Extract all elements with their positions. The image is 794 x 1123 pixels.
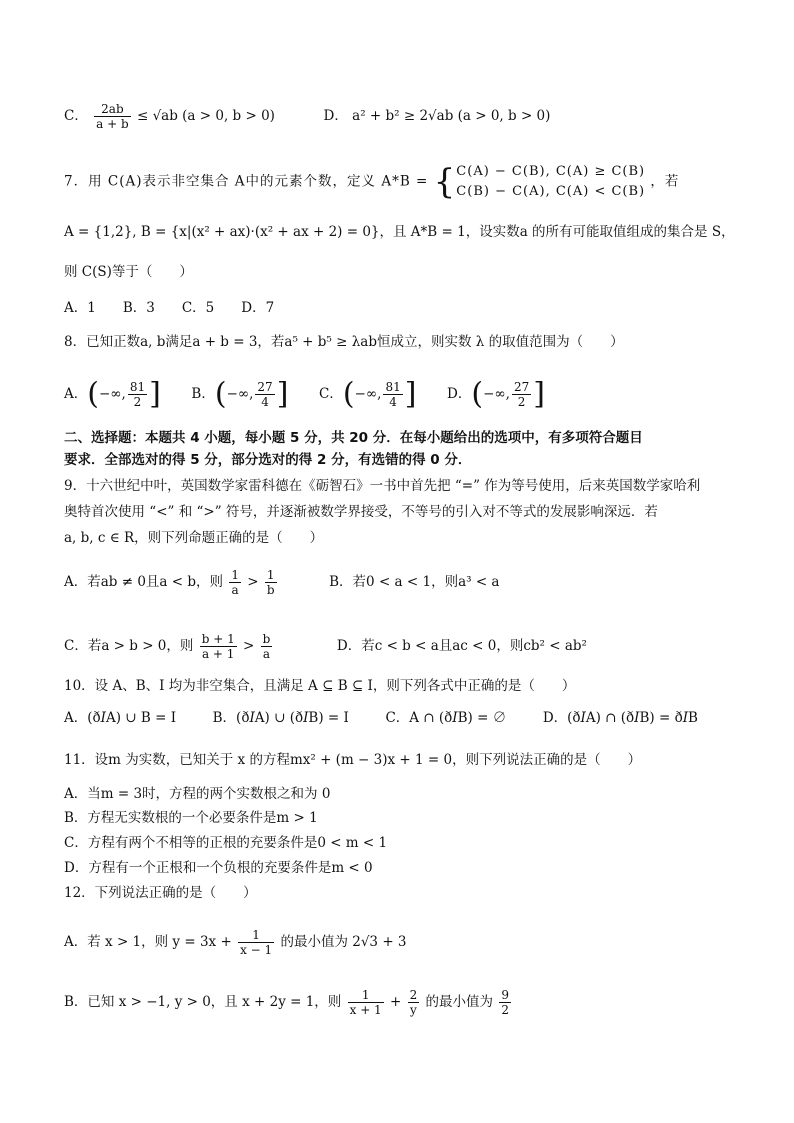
q10-optD: D．(ð𝐼A) ∩ (ð𝐼B) = ð𝐼B: [542, 710, 698, 726]
q9-line1: 9．十六世纪中叶，英国数学家雷科德在《砺智石》一书中首先把 “=” 作为等号使用，后来英国数学家哈利: [64, 478, 701, 494]
left-paren: (: [214, 376, 227, 412]
q12-optA-suffix: 的最小值为 2√3 + 3: [280, 934, 407, 950]
q11-stem: 11．设m 为实数，已知关于 x 的方程mx² + (m − 3)x + 1 = 0，则下列说法正确的是（ ）: [64, 752, 642, 768]
q8-optC-inf: −∞,: [354, 386, 382, 402]
left-paren: (: [87, 376, 99, 412]
q8-optD: [447, 376, 545, 412]
q9-optA-d2: b: [266, 583, 275, 597]
q12-optB-n3: 9: [501, 988, 509, 1002]
q12-optB-n1: 1: [348, 988, 384, 1003]
q12-optB: [64, 988, 513, 1017]
q10-stem: 10．设 A、B、I 均为非空集合，且满足 A ⊆ B ⊆ I，则下列各式中正确的是（ ）: [64, 678, 576, 694]
q6-optC-rest: ≤ √ab (a > 0, b > 0): [136, 108, 275, 124]
q6-optC-num: 2ab: [94, 102, 131, 117]
q9-optA-n1: 1: [231, 568, 239, 582]
q8-optD-den: 2: [517, 395, 526, 409]
q10-optA: A．(ð𝐼A) ∪ B = I: [64, 710, 177, 726]
q8-optA-inf: −∞,: [98, 386, 126, 402]
q8-optD-inf: −∞,: [483, 386, 510, 402]
q6-optC-fraction: [94, 102, 131, 131]
q9-optC-frac1: [200, 632, 237, 661]
q8-optC-den: 4: [389, 395, 397, 409]
section2-heading-line1: 二、选择题：本题共 4 小题，每小题 5 分，共 20 分．在每小题给出的选项中，有多项符合题目: [64, 430, 643, 446]
q12-optA-den: x − 1: [240, 943, 273, 957]
q8-optA-label: A．: [64, 386, 88, 402]
q8-optD-num: 27: [513, 380, 530, 394]
q12-optA: [64, 928, 407, 957]
q9-optD: D．若c < b < a且ac < 0，则cb² < ab²: [336, 638, 587, 654]
q9-optC-d2: a: [262, 647, 271, 661]
q7-prefix: 7．用 C(A)表示非空集合 A中的元素个数，定义 A*B =: [64, 173, 429, 190]
q9-optA-d1: a: [231, 583, 239, 597]
q12-optA-frac: [238, 928, 274, 957]
q12-optB-frac2: [408, 988, 420, 1017]
q8-options: [64, 376, 545, 412]
q12-optB-frac1: [348, 988, 384, 1017]
q8-optD-frac: [512, 380, 531, 409]
q8-optB-den: 4: [261, 395, 269, 409]
q6-optC-den: a + b: [96, 117, 129, 131]
right-bracket: ]: [149, 376, 161, 412]
q6-optD-text: a² + b² ≥ 2√ab (a > 0, b > 0): [352, 108, 551, 124]
left-paren: (: [342, 376, 355, 412]
q11-optC: C．方程有两个不相等的正根的充要条件是0 < m < 1: [64, 835, 388, 851]
q6-optC-label: C．: [64, 108, 88, 124]
section2-heading-line2: 要求．全部选对的得 5 分，部分选对的得 2 分，有选错的得 0 分．: [64, 452, 472, 468]
q11-optD: D．方程有一个正根和一个负根的充要条件是m < 0: [64, 860, 373, 876]
q8-stem: 8．已知正数a, b满足a + b = 3，若a⁵ + b⁵ ≥ λab恒成立，则实数 λ 的取值范围为（ ）: [64, 334, 624, 350]
q7-case2: C(B) − C(A), C(A) < C(B): [456, 184, 646, 199]
q12-optA-num: 1: [238, 928, 274, 943]
q9-optA-n2: 1: [265, 568, 277, 583]
q8-optC-num: 81: [385, 380, 401, 394]
q12-optA-prefix: A．若 x > 1，则 y = 3x +: [64, 934, 232, 950]
q8-optA: [64, 376, 161, 412]
q8-optC-label: C．: [319, 386, 343, 402]
right-bracket: ]: [533, 376, 545, 412]
q11-optA: A．当m = 3时，方程的两个实数根之和为 0: [64, 786, 331, 802]
q7-cases: [456, 162, 645, 202]
q8-optA-frac: [128, 380, 147, 409]
q9-optC-d1: a + 1: [201, 647, 235, 661]
q8-optC: [319, 376, 417, 412]
q12-optB-d3: 2: [501, 1003, 509, 1017]
q12-optB-op: +: [390, 994, 402, 1010]
q9-line3: a, b, c ∈ R，则下列命题正确的是（ ）: [64, 530, 324, 546]
right-bracket: ]: [276, 376, 289, 412]
q9-optC-n1: b + 1: [201, 632, 235, 646]
q9-optA-frac1: [229, 568, 241, 597]
q9-optB: B．若0 < a < 1，则a³ < a: [329, 574, 500, 590]
q12-optB-n2: 2: [409, 988, 418, 1002]
q7-line3: 则 C(S)等于（ ）: [64, 264, 193, 280]
q8-optA-num: 81: [129, 380, 146, 394]
q7-suffix: ，若: [650, 173, 680, 190]
left-paren: (: [471, 376, 484, 412]
q6-optD-label: D．: [323, 108, 348, 124]
q9-options-CD: [64, 632, 587, 661]
q12-optB-d2: y: [410, 1003, 417, 1017]
q10-options: [64, 708, 698, 728]
q8-optB-label: B．: [191, 386, 215, 402]
q9-optA-op: >: [247, 574, 259, 590]
q7-case1: C(A) − C(B), C(A) ≥ C(B): [456, 164, 646, 179]
q12-optB-frac3: [499, 988, 511, 1017]
q12-optB-prefix: B．已知 x > −1, y > 0，且 x + 2y = 1，则: [64, 994, 342, 1010]
q8-optA-den: 2: [133, 395, 142, 409]
q9-options-AB: [64, 568, 499, 597]
q9-optC-prefix: C．若a > b > 0，则: [64, 638, 194, 654]
q7-line1: [64, 162, 679, 202]
q10-optB: B．(ð𝐼A) ∪ (ð𝐼B) = I: [212, 710, 349, 726]
q7-options: A．1 B．3 C．5 D．7: [64, 300, 275, 316]
q8-optD-label: D．: [447, 386, 472, 402]
q11-optB: B．方程无实数根的一个必要条件是m > 1: [64, 810, 318, 826]
q12-stem: 12．下列说法正确的是（ ）: [64, 885, 257, 901]
q6-options-line: [64, 102, 550, 131]
q9-optC-frac2: [261, 632, 273, 661]
q12-optB-mid: 的最小值为: [425, 994, 494, 1010]
q8-optB-num: 27: [257, 380, 273, 394]
q10-optC: C．A ∩ (ð𝐼B) = ∅: [385, 710, 507, 726]
q9-optC-op: >: [243, 638, 255, 654]
q8-optC-frac: [383, 380, 402, 409]
right-bracket: ]: [404, 376, 417, 412]
q8-optB-inf: −∞,: [226, 386, 254, 402]
q9-line2: 奥特首次使用 “<” 和 “>” 符号，并逐渐被数学界接受，不等号的引入对不等式的发展影响深远．若: [64, 504, 658, 520]
q8-optB: [191, 376, 289, 412]
q12-optB-d1: x + 1: [349, 1003, 382, 1017]
q8-optB-frac: [255, 380, 274, 409]
q7-line2: A = {1,2}, B = {x|(x² + ax)·(x² + ax + 2) = 0}，且 A*B = 1，设实数a 的所有可能取值组成的集合是 S，: [64, 224, 735, 240]
q7-brace: {: [433, 162, 457, 202]
q9-optA-prefix: A．若ab ≠ 0且a < b，则: [64, 574, 224, 590]
q9-optA-frac2: [265, 568, 277, 597]
q9-optC-n2: b: [262, 632, 271, 646]
